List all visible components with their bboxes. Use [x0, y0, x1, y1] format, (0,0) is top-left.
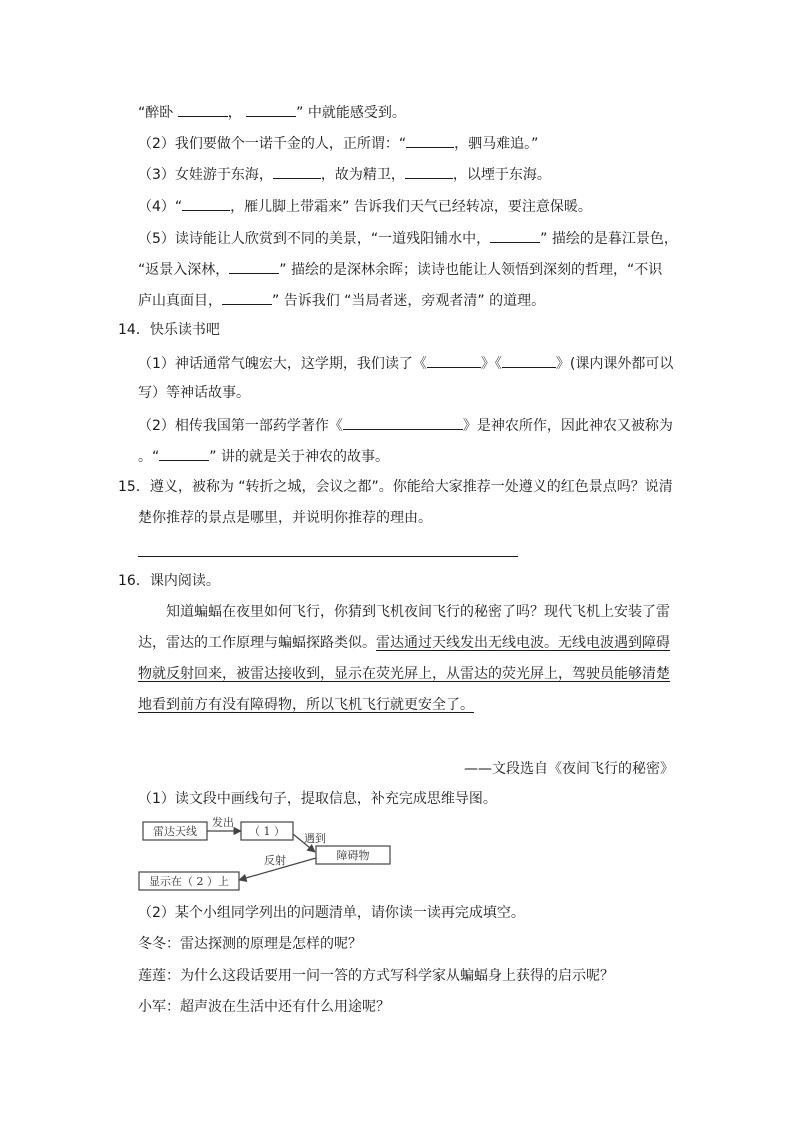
q14-item-1-line-1: （1）神话通常气魄宏大，这学期，我们读了《 》《 》(课内课外都可以 [138, 352, 673, 374]
blank[interactable] [427, 352, 481, 368]
q13-item-5-line-3: 庐山真面目， ” 告诉我们 “当局者迷，旁观者清” 的道理。 [138, 289, 545, 311]
blank[interactable] [229, 258, 279, 274]
label-meet: 遇到 [304, 832, 326, 845]
box-obstacle-label: 障碍物 [336, 849, 370, 862]
box-antenna-label: 雷达天线 [153, 825, 197, 838]
blank[interactable] [490, 227, 540, 243]
passage-line-2: 达，雷达的工作原理与蝙蝠探路类似。雷达通过天线发出无线电波。无线电波遇到障碍 [138, 635, 670, 651]
q13-item-3: （3）女娃游于东海， ，故为精卫， ，以堙于东海。 [138, 163, 551, 185]
q16-sub-1: （1）读文段中画线句子，提取信息，补充完成思维导图。 [138, 791, 497, 807]
blank[interactable] [246, 101, 296, 117]
q14-item-1-line-2: 写）等神话故事。 [138, 385, 250, 401]
blank[interactable] [222, 289, 272, 305]
blank[interactable] [273, 163, 321, 179]
mind-map-diagram [135, 812, 405, 896]
q14-item-2-line-2: 。“ ” 讲的就是关于神农的故事。 [138, 445, 389, 467]
box-display-label: 显示在（ 2 ）上 [149, 875, 229, 888]
blank[interactable] [182, 195, 230, 211]
q13-item-2: （2）我们要做个一诺千金的人，正所谓：“ ，驷马难追。” [138, 132, 538, 154]
question-xiaojun: 小军：超声波在生活中还有什么用途呢？ [138, 999, 390, 1015]
q13-item-5-line-2: “返景入深林， ” 描绘的是深林余晖；读诗也能让人领悟到深刻的哲理，“不识 [138, 258, 662, 280]
box-blank-1-label: （ 1 ） [249, 825, 285, 838]
label-emit: 发出 [212, 816, 234, 829]
passage-line-4: 地看到前方有没有障碍物，所以飞机飞行就更安全了。 [138, 697, 474, 713]
blank[interactable] [343, 414, 463, 430]
passage-source: ——文段选自《夜间飞行的秘密》 [464, 761, 674, 777]
blank[interactable] [159, 445, 209, 461]
q16-title: 16．课内阅读。 [118, 573, 220, 589]
q15-line-2: 楚你推荐的景点是哪里，并说明你推荐的理由。 [138, 510, 432, 526]
label-reflect: 反射 [264, 854, 286, 867]
blank[interactable] [405, 163, 453, 179]
answer-line[interactable] [138, 556, 518, 557]
q13-item-5-line-1: （5）读诗能让人欣赏到不同的美景，“一道残阳铺水中， ” 描绘的是暮江景色， [138, 227, 678, 249]
q14-item-2-line-1: （2）相传我国第一部药学著作《 》是神农所作，因此神农又被称为 [138, 414, 673, 436]
q14-title: 14．快乐读书吧 [118, 322, 220, 338]
blank[interactable] [406, 132, 454, 148]
passage-line-3: 物就反射回来，被雷达接收到，显示在荧光屏上，从雷达的荧光屏上，驾驶员能够清楚 [138, 666, 670, 682]
blank[interactable] [178, 101, 228, 117]
question-dongdong: 冬冬：雷达探测的原理是怎样的呢？ [138, 936, 362, 952]
q16-sub-2: （2）某个小组同学列出的问题清单，请你读一读再完成填空。 [138, 905, 525, 921]
q15-line-1: 15．遵义，被称为 “转折之城，会议之都”。你能给大家推荐一处遵义的红色景点吗？说清 [118, 479, 673, 495]
blank[interactable] [502, 352, 556, 368]
q13-item-4: （4）“ ，雁儿脚上带霜来” 告诉我们天气已经转凉，要注意保暖。 [138, 195, 592, 217]
question-lianlian: 莲莲：为什么这段话要用一问一答的方式写科学家从蝙蝠身上获得的启示呢？ [138, 968, 614, 984]
q13-line-1: “醉卧 ， ” 中就能感受到。 [138, 101, 406, 123]
passage-line-1: 知道蝙蝠在夜里如何飞行，你猜到飞机夜间飞行的秘密了吗？现代飞机上安装了雷 [166, 604, 670, 620]
